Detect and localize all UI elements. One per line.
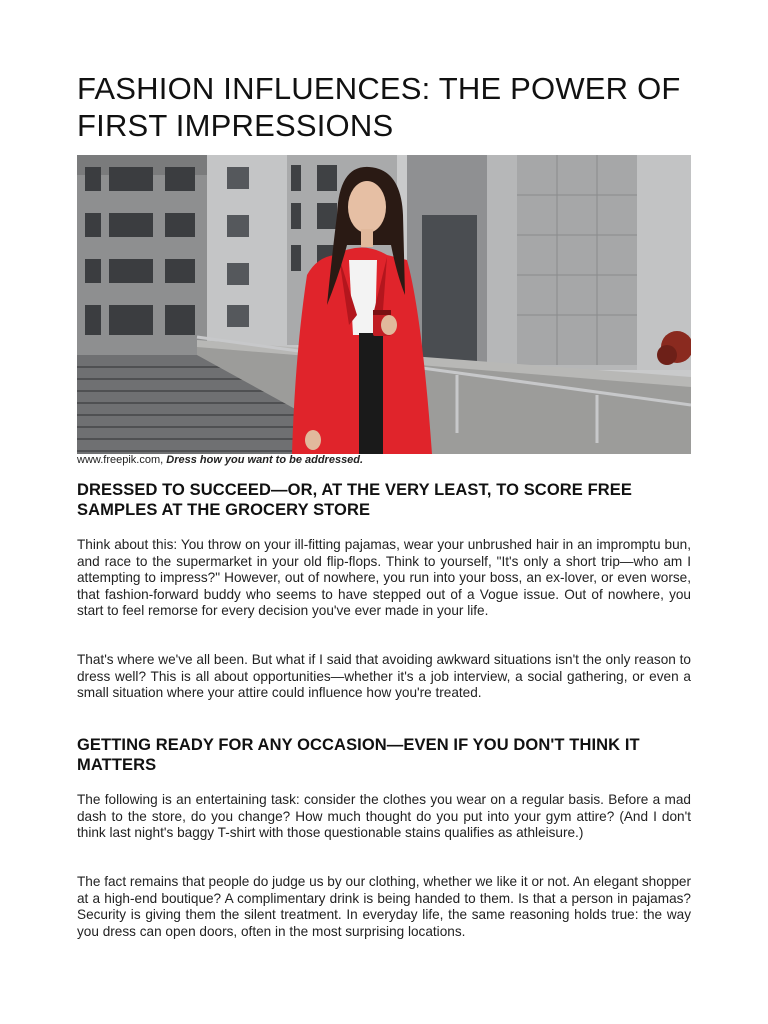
image-caption <box>77 454 363 467</box>
article-title: FASHION INFLUENCES: THE POWER OF FIRST IMPRESSIONS <box>77 71 681 143</box>
section-1-paragraph-1: Think about this: You throw on your ill-fitting pajamas, wear your unbrushed hair in an impromptu bun, and race to the supermarket in your old flip-flops. Think to yourself, "It's only a short trip—who am I attempting to impress?" However, out of nowhere, you run into your boss, an ex-lover, or even worse, that fashion-forward buddy who seems to have stepped out of a Vogue issue. Out of nowhere, you start to feel remorse for every decision you've ever made in your life. <box>77 537 691 618</box>
section-2-paragraph-1: The following is an entertaining task: consider the clothes you wear on a regular basis. Before a mad dash to the store, do you change? How much thought do you put into your gym attire? (And I don't think last night's baggy T-shirt with those questionable stains qualifies as athleisure.) <box>77 792 691 840</box>
article-photo <box>77 155 691 454</box>
image-credit: www.freepik.com, <box>77 454 167 466</box>
section-2-paragraph-2: The fact remains that people do judge us by our clothing, whether we like it or not. An elegant shopper at a high-end boutique? A complimentary drink is being handed to them. Is that a person in pajamas? Security is giving them the silent treatment. In everyday life, the same reasoning holds true: the way you dress can open doors, often in the most surprising locations. <box>77 874 691 939</box>
section-heading-2: GETTING READY FOR ANY OCCASION—EVEN IF YOU DON'T THINK IT MATTERS <box>77 736 640 774</box>
image-caption-text: Dress how you want to be addressed. <box>166 454 364 466</box>
section-1-paragraph-2: That's where we've all been. But what if I said that avoiding awkward situations isn't the only reason to dress well? This is all about opportunities—whether it's a job interview, a social gathering, or even a small situation where your attire could influence how you're treated. <box>77 652 691 700</box>
section-heading-1: DRESSED TO SUCCEED—OR, AT THE VERY LEAST, TO SCORE FREE SAMPLES AT THE GROCERY STORE <box>77 481 632 519</box>
